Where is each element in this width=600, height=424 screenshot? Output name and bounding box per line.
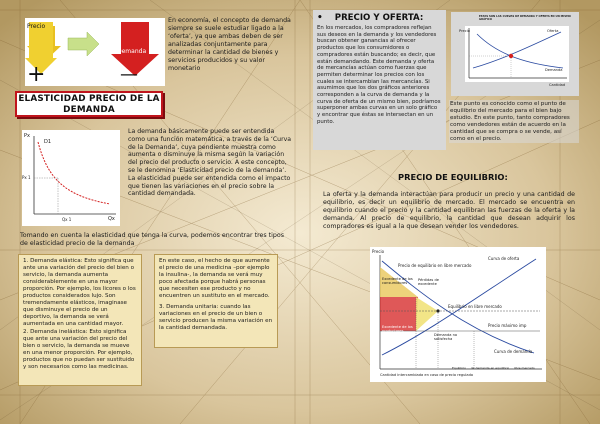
graph-ytick: Px 1: [22, 175, 31, 180]
supply-chart-demand: Demanda: [545, 68, 563, 72]
types-left-card: [18, 254, 142, 386]
graph-ylabel: Px: [24, 133, 30, 139]
elasticity-title: ELASTICIDAD PRECIO DE LA DEMANDA: [18, 94, 160, 115]
eq-qty2-label: Equilibrio ... de demanda en equilibrio ... libre mercado: [452, 366, 535, 370]
graph-curve-label: D1: [44, 139, 52, 145]
elasticity-banner: [15, 91, 163, 117]
supply-chart-xlabel: Cantidad: [549, 83, 566, 87]
price-demand-diagram: [25, 18, 165, 86]
type-elastic: 1. Demanda elástica: Esto significa que ante una variación del precio del bien o servicio, la demanda aumenta considerablemente en una mayor proporción. Por ejemplo, los licores o los productos considerados lujo. Son tremendamente elásticos, imaginase que disminuye el precio de un deportivo, la demanda se verá aumentada en una cantidad mayor.: [23, 258, 136, 327]
graph-xlabel: Qx: [108, 216, 115, 222]
intro-text: En economía, el concepto de demanda siempre se suele estudiar ligado a la ‘oferta’, ya que ambas deben de ser analizadas conjuntamente para determinar la cantidad de bienes y servicios producidos y su valor monetario: [168, 17, 291, 72]
eq-producer-label: Excedente de los productores: [382, 325, 413, 334]
eq-demand-label: Curva de demanda: [494, 349, 533, 354]
equilibrium-title: PRECIO DE EQUILIBRIO:: [398, 172, 508, 182]
eq-unsatisfied-label: Demanda no satisfecha: [434, 333, 458, 342]
plus-sign: +: [27, 62, 46, 87]
supply-chart-title: ESTAS SON LAS CURVAS DE DEMANDA Y OFERTA EN UN MISMO GRÁFICO: [479, 15, 571, 21]
box-label-demanda: Demanda: [117, 48, 147, 55]
supply-chart-ylabel: Precio: [459, 29, 470, 33]
type-inelastic: 2. Demanda inelástica: Esto significa que ante una variación del precio del bien o servicio, la demanda se mueve en una menor proporción. Por ejemplo, productos que no puedan ser sustituido y son necesarios como las medicinas.: [23, 329, 135, 370]
equilibrium-point-note: Este punto es conocido como el punto de equilibrio del mercado para el bien bajo estudio. En este punto, tanto compradores como vendedores están de acuerdo en la cantidad que se compra o se vende, así como en el precio.: [449, 100, 579, 143]
box-label-precio: Precio: [27, 23, 46, 30]
equilibrium-chart: [370, 247, 546, 382]
types-intro: Tomando en cuenta la elasticidad que tenga la curva, podemos encontrar tres tipos de elasticidad precio de la demanda: [20, 232, 285, 247]
type-unitary: 3. Demanda unitaria: cuando las variaciones en el precio de un bien o servicio producen la misma variación en la cantidad demandada.: [159, 304, 273, 331]
eq-ylabel: Precio: [372, 249, 385, 254]
equilibrium-body: La oferta y la demanda interactúan para producir un precio y una cantidad de equilibrio, es decir un equilibrio de mercado. El mercado se encuentra en equilibrio cuando el precio y la cantidad equilibran las fuerzas de la oferta y la demanda. Al precio de equilibrio, la cantidad que desean adquirir los compradores es igual a la que desean vender los vendedores.: [323, 191, 575, 230]
eq-consumer-label: Excedente de los consumidores: [382, 277, 413, 286]
inelastic-example: En este caso, el hecho de que aumente el precio de una medicina –por ejemplo la insulina-, la demanda se verá muy poco afectada porque habrá personas que necesiten ese producto y no encuentren un sustituto en el mercado.: [159, 258, 270, 299]
graph-xtick: Qx 1: [62, 217, 72, 222]
minus-sign: —: [120, 64, 138, 85]
eq-free-label: Equilibrio en libre mercado: [448, 304, 502, 309]
types-right-card: [154, 254, 278, 348]
supply-bullet: •: [317, 13, 323, 23]
eq-lost-label: Pérdidas de excedente: [418, 278, 439, 287]
demand-curve-svg: [22, 130, 120, 226]
eq-max-price-label: Precio de equilibrio en libre mercado: [398, 263, 472, 268]
demand-curve-graph: [22, 130, 120, 226]
supply-chart-supply: Oferta: [547, 29, 559, 33]
elasticity-body: La demanda básicamente puede ser entendida como una función matemática, a través de la ‘Curva de la Demanda’, cuya pendiente muestra como aumenta o disminuye la misma según la variación del precio del producto o servicio. A este concepto, se le denomina ‘Elasticidad precio de la demanda’. La elasticidad puede ser entendida como el impacto que tienen las variaciones en el precio sobre la cantidad demandada.: [128, 128, 292, 198]
eq-supply-label: Curva de oferta: [488, 256, 520, 261]
supply-heading: [317, 13, 442, 23]
supply-panel: [313, 10, 446, 150]
supply-title: PRECIO Y OFERTA:: [334, 13, 424, 23]
supply-body: En los mercados, los compradores reflejan sus deseos en la demanda y los vendedores buscan obtener ganancias al ofrecer productos que los consumidores o compradores están buscando; es decir, que están demandando. Este demanda y oferta de mercancías actúan como fuerzas que permiten determinar los precios con los cuales se intercambian las mercancías. Si asumimos que los dos gráficos anteriores corresponden a la curva de demanda y la curva de oferta de un mismo bien, podríamos superponer ambas curvas en un solo gráfico y encontrar que éstas se intersectan en un punto.: [317, 25, 441, 125]
eq-price-floor-label: Precio máximo imp: [488, 323, 527, 328]
eq-qty-label: Cantidad intercambiada en caso de precio regulado: [380, 373, 474, 377]
supply-demand-chart: [451, 12, 579, 96]
